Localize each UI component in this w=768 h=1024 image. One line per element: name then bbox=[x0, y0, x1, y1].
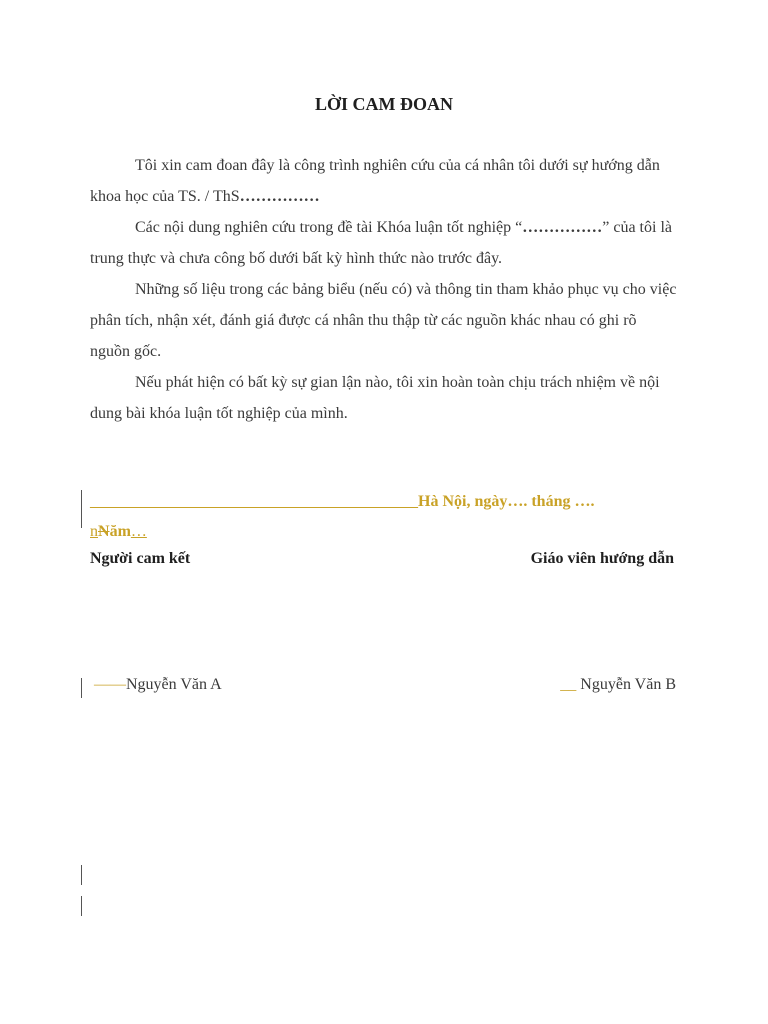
supervisor-label: Giáo viên hướng dẫn bbox=[530, 550, 674, 567]
date-line bbox=[90, 487, 680, 547]
paragraph-1-text: Tôi xin cam đoan đây là công trình nghiên cứu của cá nhân tôi dưới sự hướng dẫn khoa học của TS. / ThS bbox=[90, 157, 660, 205]
supervisor-signature bbox=[560, 676, 676, 694]
paragraph-4: Nếu phát hiện có bất kỳ sự gian lận nào, tôi xin hoàn toàn chịu trách nhiệm về nội dung bài khóa luận tốt nghiệp của mình. bbox=[90, 374, 660, 422]
pledger-label: Người cam kết bbox=[90, 550, 191, 567]
declaration-body bbox=[90, 150, 680, 429]
deleted-char: N bbox=[98, 523, 110, 540]
document-title: LỜI CAM ĐOAN bbox=[315, 94, 453, 114]
signature-labels bbox=[90, 550, 674, 568]
change-bar bbox=[81, 490, 82, 528]
supervisor-name: Nguyễn Văn B bbox=[576, 676, 676, 693]
pledger-signature bbox=[94, 676, 222, 694]
paragraph-2-start: Các nội dung nghiên cứu trong đề tài Khóa luận tốt nghiệp “ bbox=[135, 219, 523, 236]
paragraph-2 bbox=[90, 212, 680, 274]
change-bar bbox=[81, 678, 82, 698]
date-text: Hà Nội, ngày…. tháng …. bbox=[418, 493, 595, 510]
inserted-char: n bbox=[90, 523, 98, 540]
signature-names bbox=[94, 676, 676, 694]
date-underscores: _________________________________________ bbox=[90, 493, 418, 510]
paragraph-3: Những số liệu trong các bảng biểu (nếu có) và thông tin tham khảo phục vụ cho việc phân tích, nhận xét, đánh giá được cá nhân thu thập từ các nguồn khác nhau có ghi rõ nguồn gốc. bbox=[90, 281, 677, 360]
paragraph-1 bbox=[90, 150, 680, 212]
tracked-dash: __ bbox=[560, 676, 577, 693]
paragraph-2-end: ” của tôi là trung thực và chưa công bố dưới bất kỳ hình thức nào trước đây. bbox=[90, 219, 672, 267]
supervisor-placeholder: …………… bbox=[239, 188, 320, 205]
pledger-name: Nguyễn Văn A bbox=[126, 676, 222, 693]
year-placeholder: … bbox=[130, 523, 147, 540]
thesis-title-placeholder: …………… bbox=[522, 219, 603, 236]
year-word: ăm bbox=[109, 523, 131, 540]
change-bar bbox=[81, 865, 82, 885]
tracked-dash: —— bbox=[94, 676, 126, 693]
change-bar bbox=[81, 896, 82, 916]
